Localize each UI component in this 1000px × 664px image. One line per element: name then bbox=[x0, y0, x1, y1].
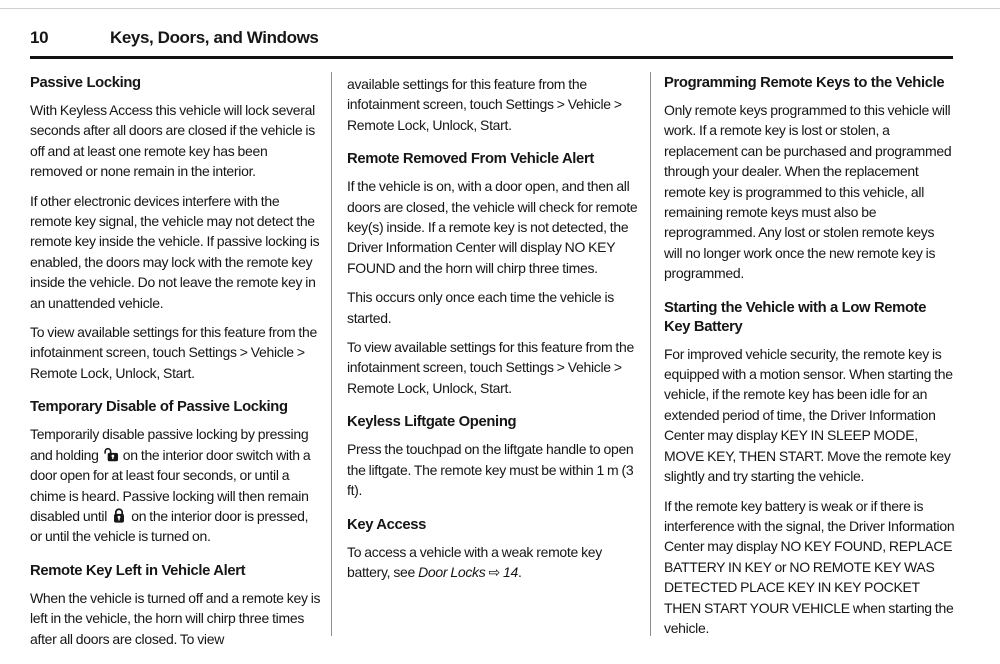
text-columns bbox=[0, 72, 1000, 647]
page-number: 10 bbox=[30, 28, 49, 47]
paragraph bbox=[664, 344, 955, 487]
text-run: Only remote keys programmed to this vehicle will work. If a remote key is lost or stolen, a replacement can be purchased and programmed through your dealer. When the replacement remote key is programmed to this vehicle, all remaining remote keys must also be reprogrammed. Any lost or stolen remote keys will no longer work once the new remote key is programmed. bbox=[664, 102, 952, 282]
text-run: Press the touchpad on the liftgate handle to open the liftgate. The remote key must be within 1 m (3 ft). bbox=[347, 441, 634, 499]
text-run: To view available settings for this feature from the infotainment screen, touch Settings > Vehicle > Remote Lock, Unlock, Start. bbox=[347, 339, 634, 396]
text-run: With Keyless Access this vehicle will lock several seconds after all doors are closed if the vehicle is off and at least one remote key has been removed or none remain in the interior. bbox=[30, 102, 315, 180]
text-run: To access a vehicle with a weak remote key battery, see bbox=[347, 543, 602, 580]
text-run: If the vehicle is on, with a door open, and then all doors are closed, the vehicle will check for remote key(s) inside. If a remote key is not detected, the Driver Information Center will display NO KEY FOUND and the horn will chirp three times. bbox=[347, 178, 638, 276]
text-run: Temporarily disable passive locking by pressing and holding bbox=[30, 426, 309, 463]
text-run: When the vehicle is turned off and a remote key is left in the vehicle, the horn will chirp three times after all doors are closed. To view bbox=[30, 589, 321, 647]
paragraph bbox=[347, 439, 639, 500]
paragraph bbox=[664, 496, 955, 639]
paragraph bbox=[347, 74, 639, 135]
text-run: For improved vehicle security, the remote key is equipped with a motion sensor. When starting the vehicle, if the remote key has been idle for an extended period of time, the Driver Information Center may display KEY IN SLEEP MODE, MOVE KEY, THEN START. Move the remote key slightly and try starting the vehicle. bbox=[664, 345, 953, 485]
text-run: on the interior door is pressed, or until the vehicle is turned on. bbox=[30, 507, 309, 545]
section-heading: Starting the Vehicle with a Low Remote Key Battery bbox=[664, 299, 927, 335]
paragraph bbox=[347, 176, 639, 278]
text-run: on the interior door switch with a door open for at least four seconds, or until a chime is heard. Passive locking will then remain disabled until bbox=[30, 446, 311, 524]
paragraph bbox=[30, 424, 322, 546]
paragraph bbox=[30, 100, 322, 182]
chapter-title: Keys, Doors, and Windows bbox=[110, 28, 319, 47]
section-heading: Remote Key Left in Vehicle Alert bbox=[30, 562, 246, 579]
section-heading: Keyless Liftgate Opening bbox=[347, 414, 517, 431]
paragraph bbox=[30, 322, 322, 383]
lock-icon bbox=[111, 508, 127, 523]
paragraph bbox=[30, 588, 322, 649]
header-rule bbox=[30, 56, 953, 59]
column-1 bbox=[30, 72, 322, 658]
text-run: If other electronic devices interfere with the remote key signal, the vehicle may not detect the remote key inside the vehicle. If passive locking is enabled, the doors may lock with the remote key inside the vehicle. Do not leave the remote key in an unattended vehicle. bbox=[30, 192, 320, 311]
text-run: . bbox=[518, 563, 522, 580]
section-heading: Temporary Disable of Passive Locking bbox=[30, 399, 288, 416]
unlock-icon bbox=[103, 447, 119, 462]
page-header bbox=[30, 28, 953, 52]
paragraph bbox=[30, 191, 322, 313]
cross-reference: ⇨ 14 bbox=[485, 563, 519, 580]
column-3 bbox=[664, 72, 955, 647]
section-heading: Remote Removed From Vehicle Alert bbox=[347, 151, 594, 168]
text-run: If the remote key battery is weak or if there is interference with the signal, the Driver Information Center may display NO KEY FOUND, REPLACE BATTERY IN KEY or NO REMOTE KEY WAS DETECTED PLACE KEY IN KEY POCKET THEN START YOUR VEHICLE when starting the vehicle. bbox=[664, 497, 955, 636]
column-divider-2 bbox=[650, 72, 651, 636]
column-2 bbox=[347, 72, 639, 591]
column-divider-1 bbox=[331, 72, 332, 636]
section-heading: Passive Locking bbox=[30, 75, 141, 91]
text-run: This occurs only once each time the vehicle is started. bbox=[347, 289, 614, 326]
section-heading: Programming Remote Keys to the Vehicle bbox=[664, 75, 945, 91]
text-run: available settings for this feature from the infotainment screen, touch Settings > Vehicle > Remote Lock, Unlock, Start. bbox=[347, 76, 622, 133]
paragraph bbox=[664, 100, 955, 284]
paragraph bbox=[347, 287, 639, 328]
section-heading: Key Access bbox=[347, 516, 427, 533]
paragraph bbox=[347, 337, 639, 398]
cross-reference: Door Locks bbox=[418, 563, 486, 580]
page-top-edge-line bbox=[0, 8, 1000, 9]
text-run: To view available settings for this feature from the infotainment screen, touch Settings > Vehicle > Remote Lock, Unlock, Start. bbox=[30, 324, 317, 381]
paragraph bbox=[347, 542, 639, 583]
